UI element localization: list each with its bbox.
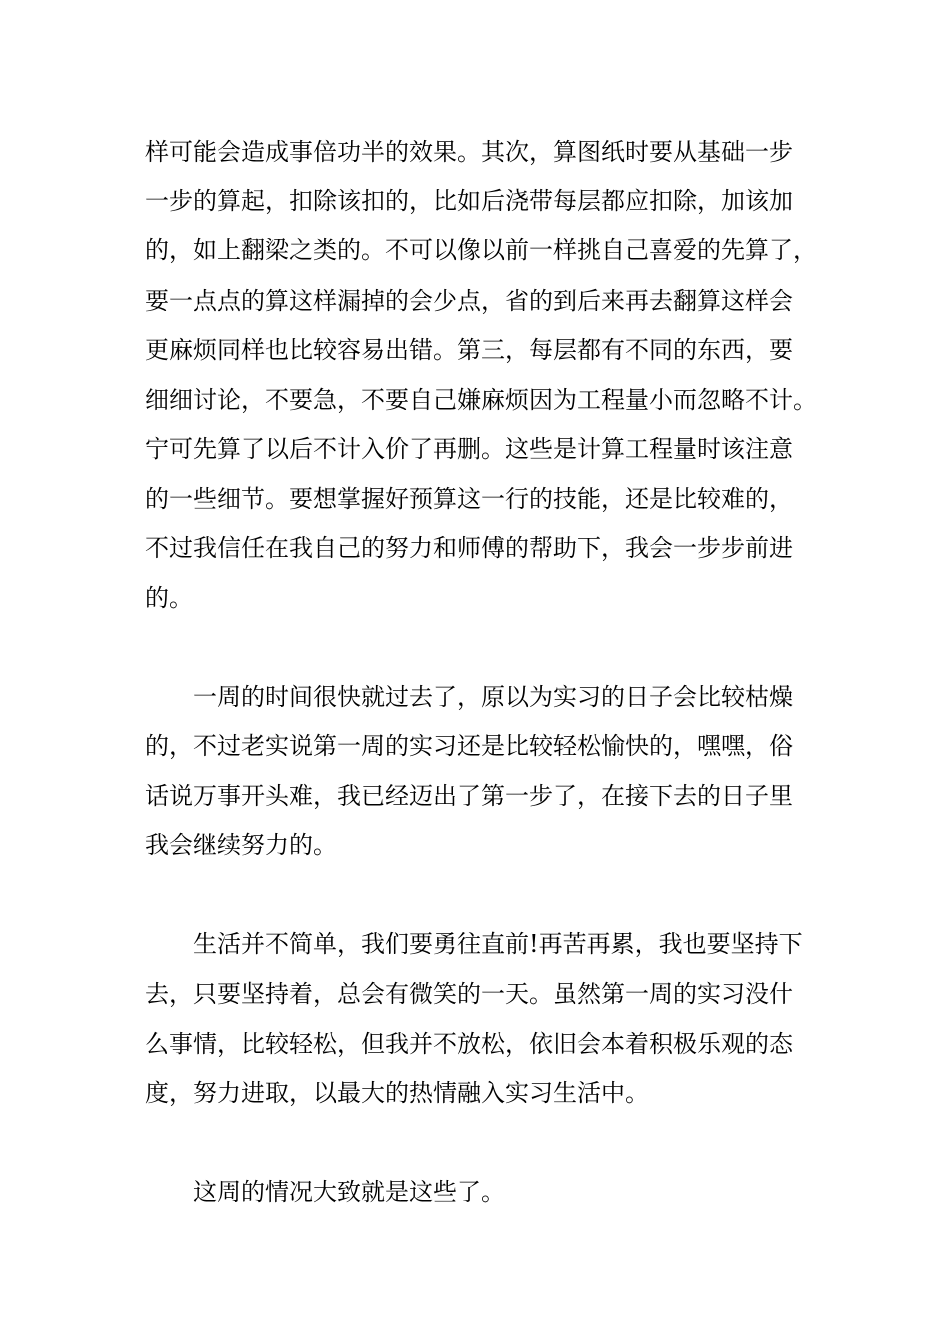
paragraph-line: 样可能会造成事倍功半的效果。其次，算图纸时要从基础一步: [145, 138, 793, 166]
paragraph-line: 这周的情况大致就是这些了。: [193, 1178, 505, 1206]
paragraph-line: 要一点点的算这样漏掉的会少点，省的到后来再去翻算这样会: [145, 287, 793, 315]
paragraph-line: 宁可先算了以后不计入价了再删。这些是计算工程量时该注意: [145, 435, 793, 463]
paragraph-line: 我会继续努力的。: [145, 831, 337, 859]
paragraph-line: 的，如上翻梁之类的。不可以像以前一样挑自己喜爱的先算了，: [145, 236, 817, 264]
paragraph-line: 生活并不简单，我们要勇往直前!再苦再累，我也要坚持下: [193, 930, 803, 958]
paragraph-line: 话说万事开头难，我已经迈出了第一步了，在接下去的日子里: [145, 782, 793, 810]
paragraph-line: 去，只要坚持着，总会有微笑的一天。虽然第一周的实习没什: [145, 980, 793, 1008]
paragraph-line: 更麻烦同样也比较容易出错。第三，每层都有不同的东西，要: [145, 336, 793, 364]
paragraph-line: 的，不过老实说第一周的实习还是比较轻松愉快的，嘿嘿，俗: [145, 732, 793, 760]
paragraph-line: 么事情，比较轻松，但我并不放松，依旧会本着积极乐观的态: [145, 1030, 793, 1058]
paragraph-line: 的一些细节。要想掌握好预算这一行的技能，还是比较难的，: [145, 485, 793, 513]
paragraph-line: 度，努力进取，以最大的热情融入实习生活中。: [145, 1079, 649, 1107]
paragraph-line: 细细讨论，不要急，不要自己嫌麻烦因为工程量小而忽略不计。: [145, 386, 817, 414]
paragraph-line: 的。: [145, 584, 193, 612]
paragraph-line: 不过我信任在我自己的努力和师傅的帮助下，我会一步步前进: [145, 534, 793, 562]
paragraph-line: 一步的算起，扣除该扣的，比如后浇带每层都应扣除，加该加: [145, 187, 793, 215]
paragraph-line: 一周的时间很快就过去了，原以为实习的日子会比较枯燥: [193, 683, 793, 711]
